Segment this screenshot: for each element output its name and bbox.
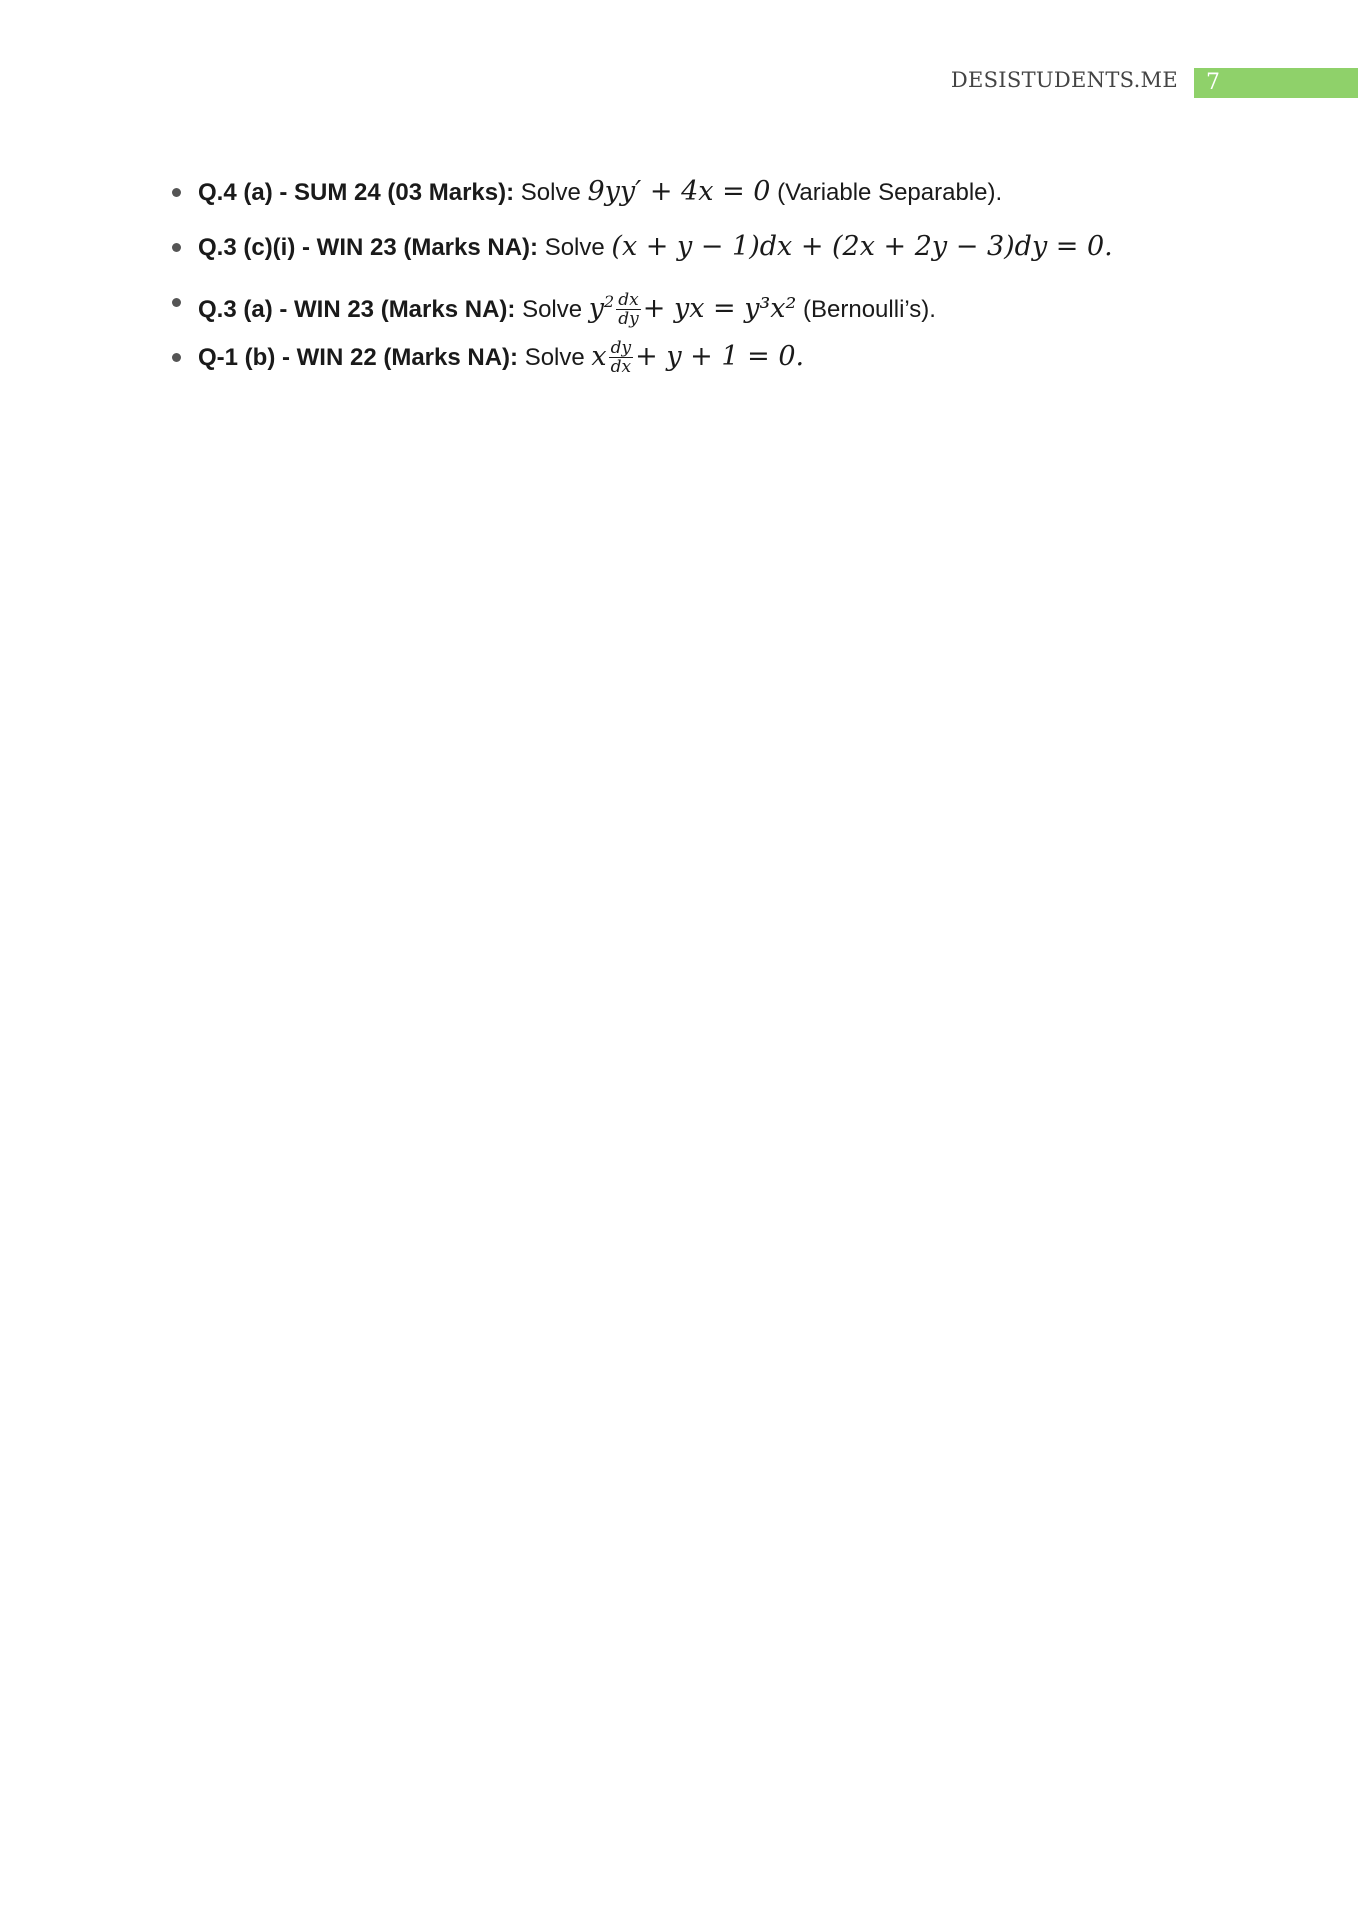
- equation-tail: + y + 1 = 0.: [635, 341, 805, 372]
- solve-text: Solve: [524, 344, 585, 371]
- fraction-numerator: dy: [610, 338, 632, 358]
- list-item: [172, 337, 1113, 392]
- question-label: Q.3 (c)(i) - WIN 23 (Marks NA):: [198, 234, 539, 261]
- fraction-denominator: dy: [618, 309, 639, 329]
- question-label: Q.3 (a) - WIN 23 (Marks NA):: [198, 296, 516, 323]
- list-item: [172, 282, 1113, 337]
- fraction-denominator: dx: [610, 357, 632, 377]
- equation: 9yy′ + 4x = 0: [587, 176, 771, 207]
- fraction: [609, 339, 634, 376]
- solve-text: Solve: [520, 179, 581, 206]
- equation: [588, 290, 797, 329]
- list-item: [172, 172, 1113, 227]
- fraction-numerator: dx: [616, 291, 641, 310]
- solve-text: Solve: [544, 234, 605, 261]
- equation-exponent: 2: [604, 292, 615, 311]
- header-site-name: DESISTUDENTS.ME: [950, 68, 1178, 92]
- question-note: (Bernoulli’s).: [803, 296, 936, 323]
- question-label: Q-1 (b) - WIN 22 (Marks NA):: [198, 344, 519, 371]
- question-note: (Variable Separable).: [777, 179, 1003, 206]
- page-number-badge: 7: [1194, 68, 1358, 98]
- solve-text: Solve: [522, 296, 583, 323]
- bullet-icon: [172, 353, 181, 362]
- equation-tail: + yx = y³x²: [642, 293, 797, 324]
- equation-lead: x: [591, 341, 607, 372]
- bullet-icon: [172, 243, 181, 252]
- bullet-icon: [172, 188, 181, 197]
- equation: (x + y − 1)dx + (2x + 2y − 3)dy = 0.: [611, 231, 1113, 262]
- question-label: Q.4 (a) - SUM 24 (03 Marks):: [198, 179, 515, 206]
- fraction: [616, 291, 641, 328]
- list-item: [172, 227, 1113, 282]
- bullet-icon: [172, 298, 181, 307]
- question-list: [172, 172, 1113, 392]
- equation-lead: y: [588, 293, 605, 324]
- equation: [591, 338, 805, 377]
